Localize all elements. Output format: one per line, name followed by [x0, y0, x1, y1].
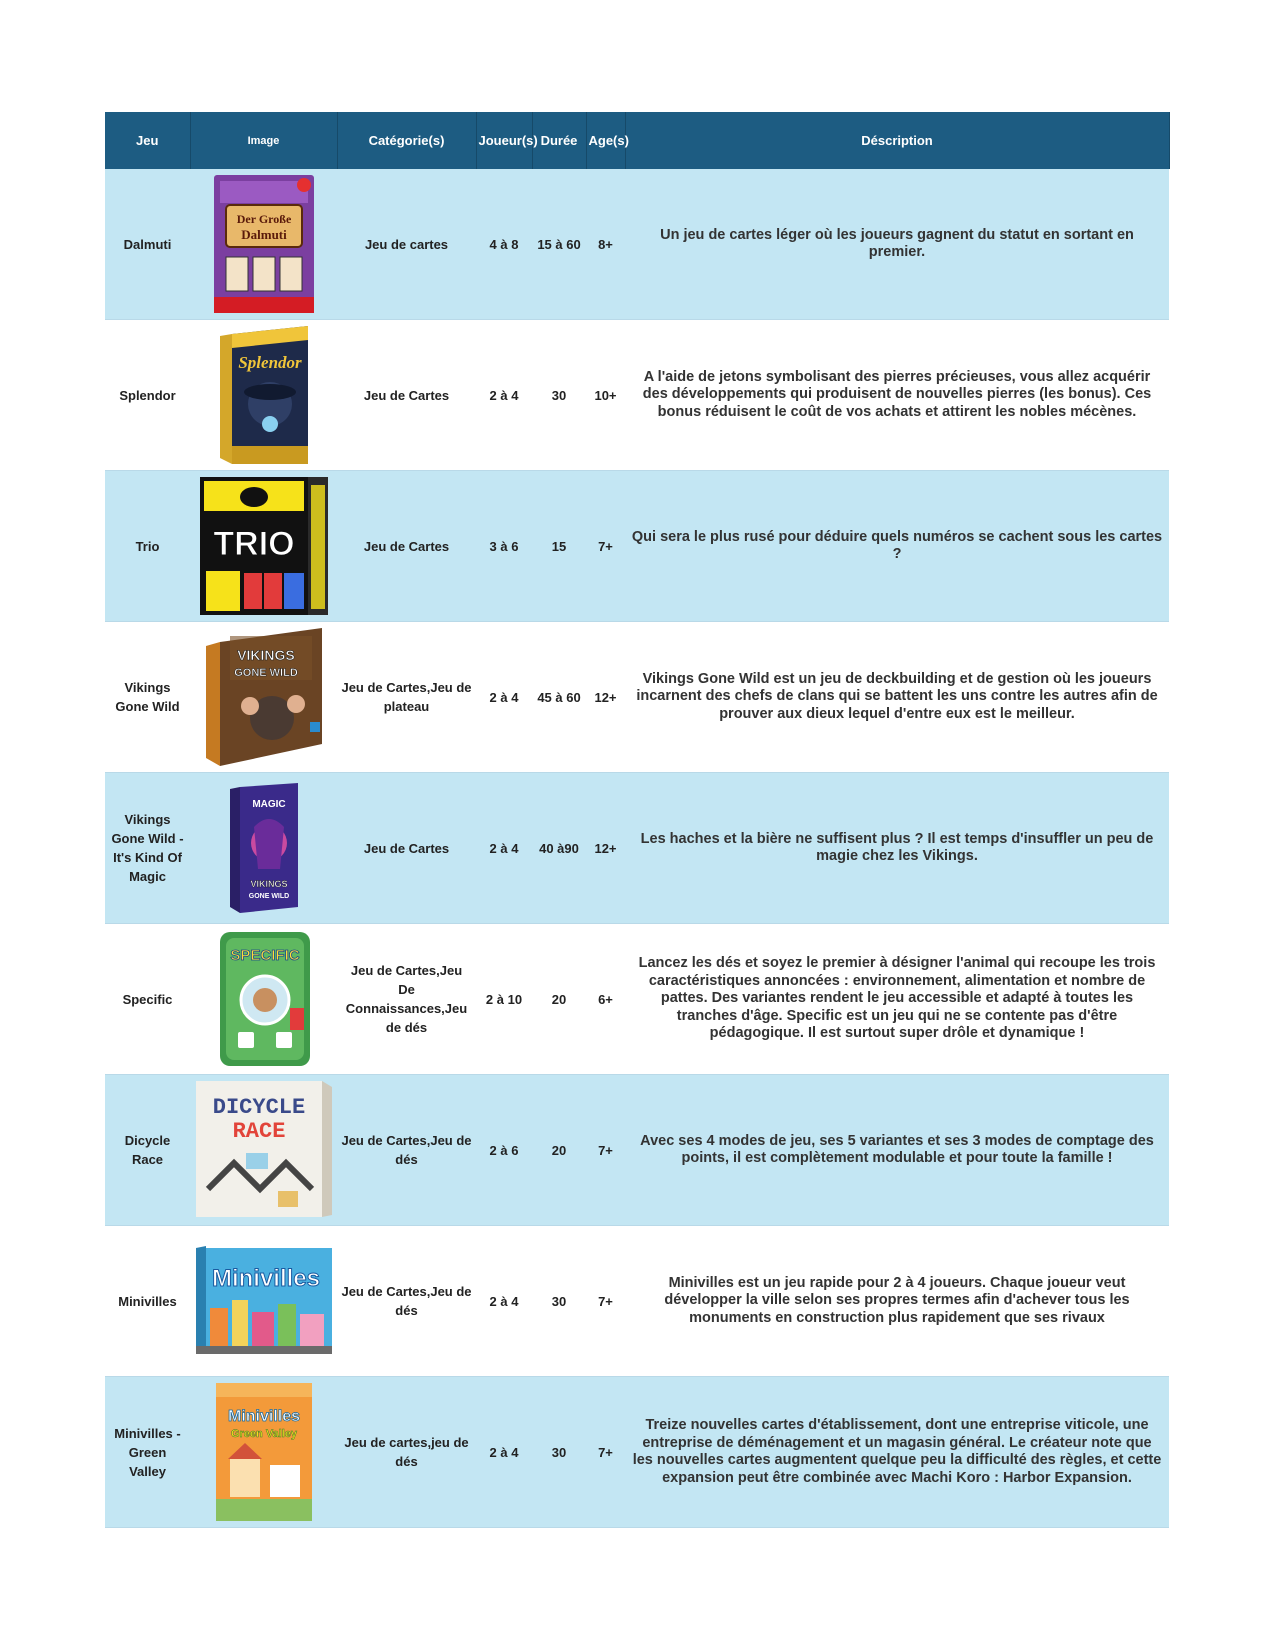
table-row: [105, 169, 1169, 320]
game-players: 3 à 6: [476, 471, 532, 622]
game-image: [190, 471, 337, 622]
game-description: Qui sera le plus rusé pour déduire quels numéros se cachent sous les cartes ?: [625, 471, 1169, 622]
game-duration: 30: [532, 1226, 586, 1377]
minivilles-green-valley-box-icon: [212, 1381, 316, 1523]
kind-of-magic-box-icon: [226, 781, 302, 915]
game-category: Jeu de Cartes: [337, 773, 476, 924]
game-players: 2 à 6: [476, 1075, 532, 1226]
game-description: A l'aide de jetons symbolisant des pierres précieuses, vous allez acquérir des développements qui produisent de nouvelles pierres (les bonus). Ces bonus réduisent le coût de vos achats et attirent les nobles mécènes.: [625, 320, 1169, 471]
table-row: [105, 773, 1169, 924]
trio-box-icon: [198, 475, 330, 617]
game-age: 6+: [586, 924, 625, 1075]
game-image: [190, 169, 337, 320]
svg-text:Green Valley: Green Valley: [230, 1428, 297, 1440]
game-category: Jeu de Cartes,Jeu De Connaissances,Jeu de dés: [337, 924, 476, 1075]
header-categories: Catégorie(s): [337, 112, 476, 169]
game-players: 2 à 4: [476, 622, 532, 773]
game-name: Splendor: [105, 320, 190, 471]
game-age: 8+: [586, 169, 625, 320]
header-row: [105, 112, 1169, 169]
game-image: [190, 773, 337, 924]
minivilles-box-icon: [194, 1246, 334, 1356]
game-image: [190, 1377, 337, 1528]
svg-text:VIKINGS: VIKINGS: [236, 647, 295, 663]
table-row: [105, 471, 1169, 622]
game-image: [190, 320, 337, 471]
game-category: Jeu de Cartes,Jeu de plateau: [337, 622, 476, 773]
table-row: [105, 1226, 1169, 1377]
header-joueurs: Joueur(s): [476, 112, 532, 169]
game-age: 10+: [586, 320, 625, 471]
svg-text:VIKINGS: VIKINGS: [249, 879, 288, 889]
table-row: [105, 924, 1169, 1075]
table-row: [105, 622, 1169, 773]
game-description: Les haches et la bière ne suffisent plus ? Il est temps d'insuffler un peu de magie chez les Vikings.: [625, 773, 1169, 924]
dicycle-race-box-icon: [194, 1079, 334, 1221]
game-category: Jeu de cartes,jeu de dés: [337, 1377, 476, 1528]
game-name: Vikings Gone Wild - It's Kind Of Magic: [105, 773, 190, 924]
game-age: 7+: [586, 1075, 625, 1226]
svg-text:Dalmuti: Dalmuti: [240, 227, 287, 242]
table-row: [105, 1075, 1169, 1226]
svg-text:RACE: RACE: [232, 1119, 286, 1144]
svg-text:MAGIC: MAGIC: [251, 799, 286, 810]
game-name: Specific: [105, 924, 190, 1075]
game-players: 2 à 10: [476, 924, 532, 1075]
svg-text:GONE WILD: GONE WILD: [248, 893, 289, 900]
table-row: [105, 1377, 1169, 1528]
svg-text:Der Große: Der Große: [236, 212, 291, 226]
game-players: 2 à 4: [476, 320, 532, 471]
game-players: 2 à 4: [476, 1226, 532, 1377]
game-duration: 15: [532, 471, 586, 622]
svg-text:SPECIFIC: SPECIFIC: [229, 947, 300, 964]
header-image: Image: [190, 112, 337, 169]
svg-text:Minivilles: Minivilles: [227, 1408, 300, 1425]
game-name: Dalmuti: [105, 169, 190, 320]
game-players: 2 à 4: [476, 773, 532, 924]
header-duree: Durée: [532, 112, 586, 169]
table-row: [105, 320, 1169, 471]
svg-text:Minivilles: Minivilles: [211, 1265, 321, 1292]
game-name: Vikings Gone Wild: [105, 622, 190, 773]
game-age: 12+: [586, 773, 625, 924]
game-description: Vikings Gone Wild est un jeu de deckbuilding et de gestion où les joueurs incarnent des chefs de clans qui se battent les uns contre les autres afin de prouver aux dieux lequel d'entre eux est le meilleur.: [625, 622, 1169, 773]
game-players: 2 à 4: [476, 1377, 532, 1528]
splendor-box-icon: [214, 324, 314, 466]
game-category: Jeu de Cartes,Jeu de dés: [337, 1075, 476, 1226]
game-duration: 30: [532, 1377, 586, 1528]
svg-text:TRIO: TRIO: [212, 525, 295, 563]
svg-text:DICYCLE: DICYCLE: [212, 1095, 306, 1120]
header-ages: Age(s): [586, 112, 625, 169]
game-image: [190, 924, 337, 1075]
game-age: 7+: [586, 471, 625, 622]
game-age: 7+: [586, 1377, 625, 1528]
header-jeu: Jeu: [105, 112, 190, 169]
games-table: [105, 112, 1170, 1528]
dalmuti-box-icon: [212, 173, 316, 315]
game-description: Treize nouvelles cartes d'établissement, dont une entreprise viticole, une entreprise de déménagement et un magasin général. Le créateur note que les nouvelles cartes augmentent quelque peu la difficulté des règles, et cette expansion peut être combinée avec Machi Koro : Harbor Expansion.: [625, 1377, 1169, 1528]
vikings-gone-wild-box-icon: [200, 626, 328, 768]
game-description: Minivilles est un jeu rapide pour 2 à 4 joueurs. Chaque joueur veut développer la ville selon ses propres termes afin d'achever tous les monuments en construction plus rapidement que ses rivaux: [625, 1226, 1169, 1377]
header-description: Déscription: [625, 112, 1169, 169]
game-category: Jeu de Cartes: [337, 320, 476, 471]
game-age: 7+: [586, 1226, 625, 1377]
game-image: [190, 622, 337, 773]
game-name: Minivilles: [105, 1226, 190, 1377]
game-image: [190, 1075, 337, 1226]
game-description: Avec ses 4 modes de jeu, ses 5 variantes et ses 3 modes de comptage des points, il est complètement modulable et pour toute la famille !: [625, 1075, 1169, 1226]
game-category: Jeu de cartes: [337, 169, 476, 320]
svg-text:Splendor: Splendor: [237, 353, 302, 372]
game-duration: 20: [532, 924, 586, 1075]
game-duration: 15 à 60: [532, 169, 586, 320]
game-duration: 20: [532, 1075, 586, 1226]
game-players: 4 à 8: [476, 169, 532, 320]
game-image: [190, 1226, 337, 1377]
game-category: Jeu de Cartes: [337, 471, 476, 622]
svg-text:GONE WILD: GONE WILD: [233, 667, 298, 679]
game-duration: 30: [532, 320, 586, 471]
specific-box-icon: [214, 928, 314, 1070]
game-description: Un jeu de cartes léger où les joueurs gagnent du statut en sortant en premier.: [625, 169, 1169, 320]
game-name: Dicycle Race: [105, 1075, 190, 1226]
game-category: Jeu de Cartes,Jeu de dés: [337, 1226, 476, 1377]
game-name: Minivilles - Green Valley: [105, 1377, 190, 1528]
game-name: Trio: [105, 471, 190, 622]
game-age: 12+: [586, 622, 625, 773]
game-description: Lancez les dés et soyez le premier à désigner l'animal qui recoupe les trois caractéristiques annoncées : environnement, alimentation et nombre de pattes. Des variantes rendent le jeu accessible et adapté à toutes les tranches d'âge. Specific est un jeu qui ne se contente pas d'être pédagogique. Il est surtout super drôle et dynamique !: [625, 924, 1169, 1075]
game-duration: 45 à 60: [532, 622, 586, 773]
game-duration: 40 à90: [532, 773, 586, 924]
